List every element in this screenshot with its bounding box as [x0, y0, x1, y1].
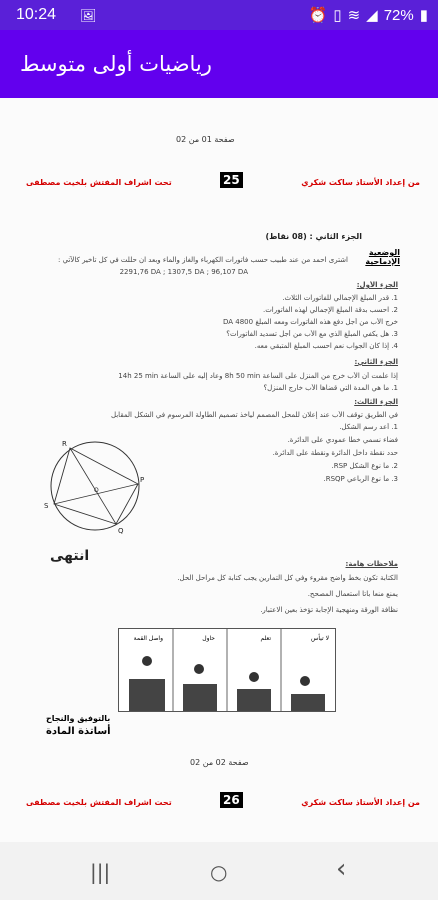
part3-label: الجزء الثالث:	[354, 398, 398, 406]
part1-line-5: 4. إذا كان الجواب نعم احسب المبلغ المتبقي معه.	[254, 342, 398, 350]
part2-line-2: 1. ما هي المدة التي قضاها الأب خارج المنزل؟	[263, 384, 398, 392]
vibrate-icon: ▯	[333, 7, 342, 24]
caption-4: واصل القمة	[133, 635, 163, 642]
header-author: من إعداد الأستاذ ساكت شكري	[301, 178, 420, 187]
app-title: رياضيات أولى متوسط	[20, 52, 212, 76]
battery-icon: ▮	[419, 7, 428, 24]
alarm-icon: ⏰	[308, 7, 328, 24]
scanned-page	[0, 98, 438, 842]
part3-line-3: فضاء نسمي خطا عمودي على الدائرة.	[287, 436, 398, 444]
part1-line-2: 2. احسب بدقة المبلغ الإجمالي لهذه الفاتورات.	[262, 306, 398, 314]
figure-point-o: O	[94, 487, 99, 494]
page-label-top: صفحة 01 من 02	[176, 135, 235, 144]
nav-bar	[0, 842, 438, 900]
recents-button[interactable]: |||	[90, 860, 111, 884]
status-right	[309, 6, 428, 24]
home-button[interactable]: ○	[210, 860, 228, 884]
part3-line-6: 3. ما نوع الرباعي RSQP.	[323, 475, 398, 483]
figure-point-p: P	[140, 476, 145, 484]
part3-line-2: 1. أعد رسم الشكل.	[339, 423, 398, 431]
part1-line-1: 1. قدر المبلغ الإجمالي للفاتورات الثلاث.	[282, 294, 398, 302]
signal-icon: ◢	[366, 7, 378, 24]
situation-label: الوضعية الإدماجية	[365, 248, 400, 266]
teachers-text: أساتذة المادة	[46, 726, 111, 737]
document-viewer[interactable]	[0, 98, 438, 842]
app-bar	[0, 30, 438, 98]
amounts-line: 2291,76 DA ; 1307,5 DA ; 96,107 DA	[119, 268, 248, 276]
figure-point-s: S	[44, 502, 49, 510]
part1-line-4: 3. هل يكفي المبلغ الذي مع الأب من أجل تسديد الفاتورات؟	[226, 330, 398, 338]
end-word: انتهى	[50, 548, 90, 564]
page-label-bottom: صفحة 02 من 02	[190, 758, 249, 767]
caption-2: تعلم	[260, 635, 271, 642]
image-icon: 🖼	[80, 8, 97, 23]
status-bar	[0, 0, 438, 30]
figure-point-r: R	[62, 440, 67, 448]
page-number-2: 26	[220, 792, 243, 808]
part1-line-3: خرج الأب من أجل دفع هذه الفاتورات ومعه المبلغ 4800 DA	[222, 318, 398, 326]
geometry-figure	[42, 436, 148, 536]
battery-text: 72%	[383, 6, 414, 24]
footer-supervisor: تحت اشراف المفتش بلخيت مصطفى	[26, 798, 172, 807]
section-title: الجزء الثاني : (08 نقاط)	[265, 232, 362, 241]
part3-line-4: حدد نقطة داخل الدائرة ونقطة على الدائرة.	[272, 449, 398, 457]
back-button[interactable]: ‹	[336, 854, 347, 884]
caption-3: حاول	[202, 635, 215, 642]
note-2: يمنع منعا باتا استعمال المصحح.	[307, 590, 398, 598]
intro-line: اشترى احمد من عند طبيب حسب فاتورات الكهرباء والغاز والماء وبعد ان حللت في كل تأخير كالآتي :	[58, 256, 348, 264]
part3-line-1: في الطريق توقف الأب عند إعلان للمحل المصمم ليأخذ تصميم الطاولة المرسوم في الشكل المقابل	[110, 411, 398, 419]
note-3: نظافة الورقة ومنهجية الإجابة تؤخذ بعين الاعتبار.	[260, 606, 398, 614]
cartoon-strip	[118, 628, 336, 712]
caption-1: لا تيأس	[311, 635, 329, 642]
wifi-icon: ≋	[347, 7, 361, 24]
part2-line-1: إذا علمت أن الأب خرج من المنزل على الساعة 8h 50 min وعاد إليه على الساعة 14h 25 min	[118, 372, 398, 380]
header-supervisor: تحت اشراف المفتش بلخيت مصطفى	[26, 178, 172, 187]
part2-label: الجزء الثاني:	[354, 358, 398, 366]
wishes-text: بالتوفيق والنجاح	[46, 714, 111, 723]
part1-label: الجزء الأول:	[356, 281, 398, 289]
page-number-1: 25	[220, 172, 243, 188]
figure-point-q: Q	[118, 527, 124, 535]
footer-author: من إعداد الأستاذ ساكت شكري	[301, 798, 420, 807]
note-1: الكتابة تكون بخط واضح مقروء وفي كل التمارين يجب كتابة كل مراحل الحل.	[177, 574, 398, 582]
part3-line-5: 2. ما نوع الشكل RSP.	[331, 462, 398, 470]
notes-title: ملاحظات هامة:	[345, 560, 398, 568]
status-time: 10:24	[16, 6, 57, 23]
